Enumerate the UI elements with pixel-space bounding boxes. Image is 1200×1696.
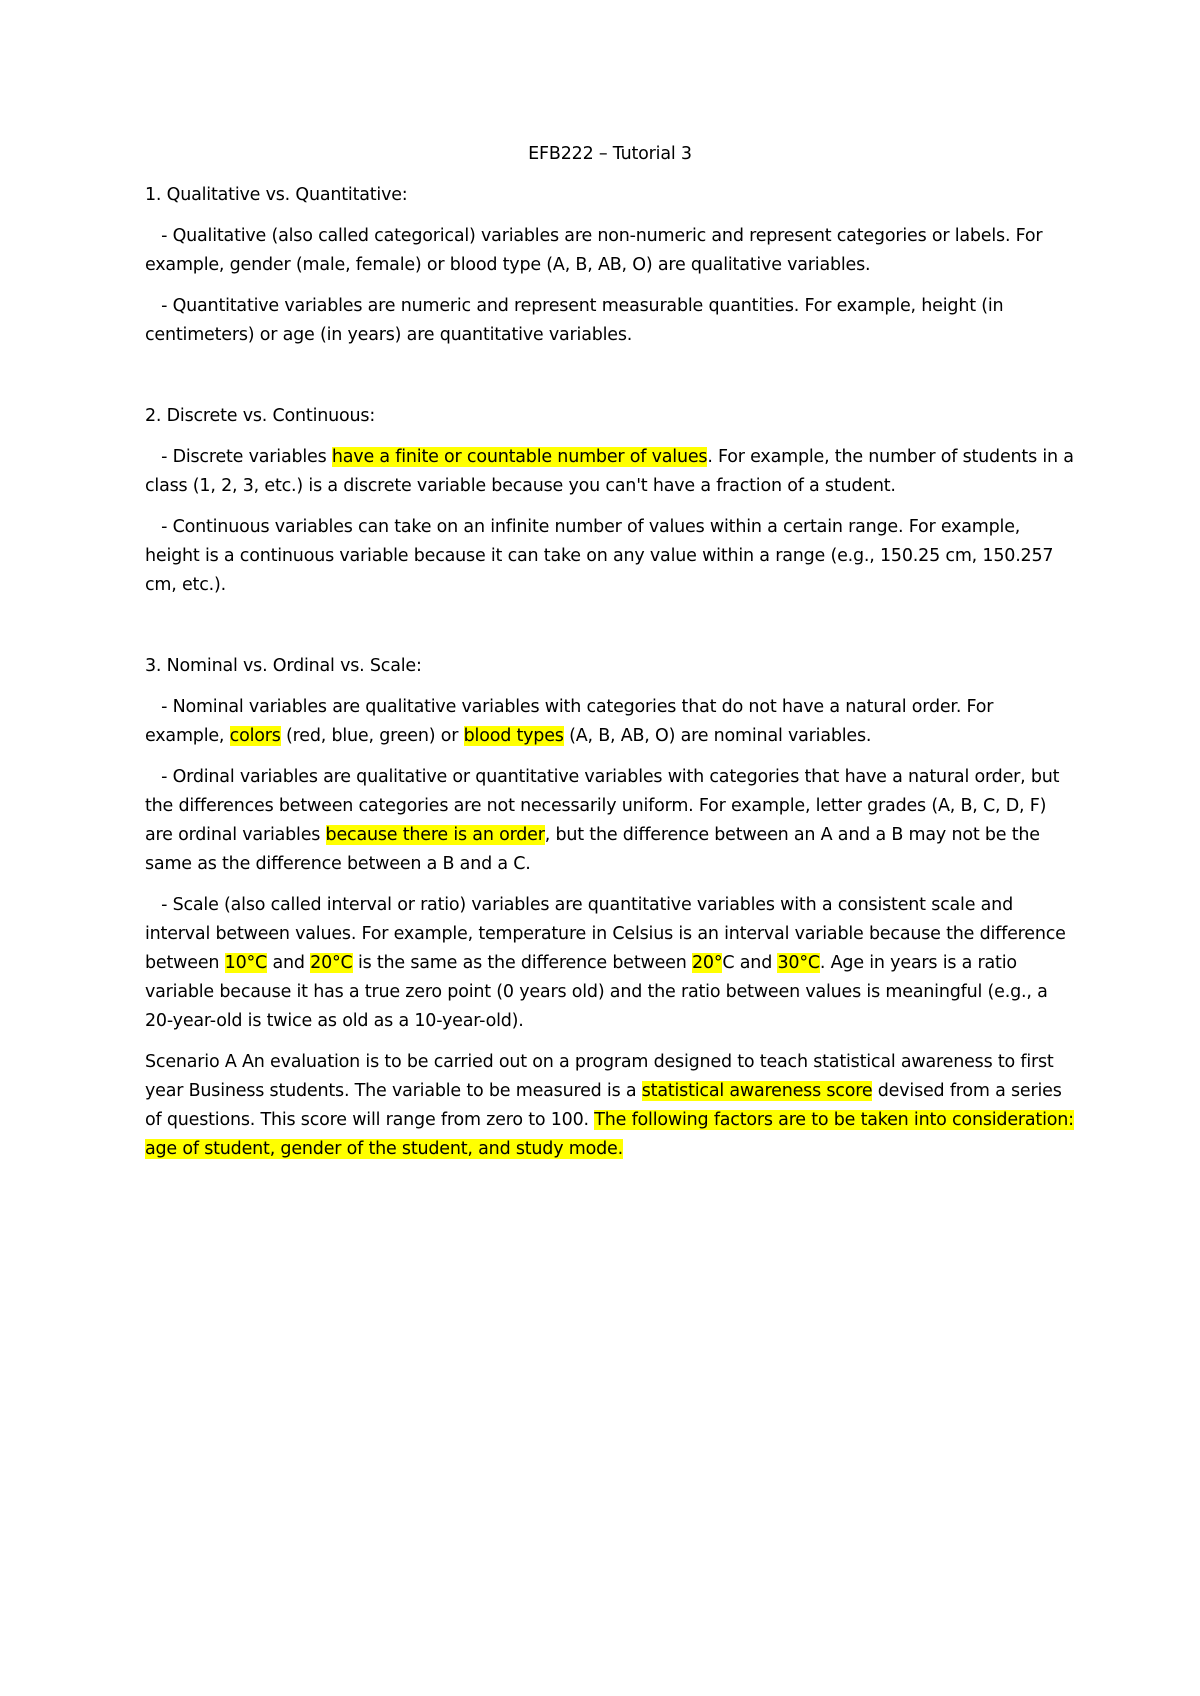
section-3-paragraph-1 bbox=[145, 693, 1075, 751]
highlighted-text: colors bbox=[229, 726, 281, 746]
scenario-paragraph bbox=[145, 1048, 1075, 1164]
text-run: devised from a series of questions. This score will range from zero to 100. bbox=[145, 1081, 1062, 1130]
text-run: and bbox=[267, 953, 311, 973]
section-3-heading: 3. Nominal vs. Ordinal vs. Scale: bbox=[145, 656, 422, 676]
document-page bbox=[145, 140, 1075, 1176]
text-run: (A, B, AB, O) are nominal variables. bbox=[563, 726, 872, 746]
highlighted-text: blood types bbox=[463, 726, 564, 746]
text-run: is the same as the difference between bbox=[352, 953, 692, 973]
text-run: Scenario A An evaluation is to be carried out on a program designed to teach statistical awareness to first year Business students. The variable to be measured is a bbox=[145, 1052, 1054, 1101]
text-run: - Ordinal variables are qualitative or quantitative variables with categories that have a natural order, but the differences between categories are not necessarily uniform. For example, letter grades (A, B, C, D, F) are ordinal variables bbox=[145, 767, 1060, 845]
highlighted-text: 10°C bbox=[224, 953, 268, 973]
text-run: C and bbox=[722, 953, 778, 973]
text-run: - Discrete variables bbox=[145, 447, 332, 467]
highlighted-text: because there is an order bbox=[325, 825, 545, 845]
section-1-heading: 1. Qualitative vs. Quantitative: bbox=[145, 185, 408, 205]
highlighted-text: have a finite or countable number of values bbox=[331, 447, 708, 467]
text-run: , but the difference between an A and a B may not be the same as the difference between a B and a C. bbox=[145, 825, 1040, 874]
highlighted-text: 20°C bbox=[310, 953, 353, 973]
section-3-paragraph-3 bbox=[145, 891, 1075, 1036]
text-run: (red, blue, green) or bbox=[280, 726, 464, 746]
section-2-paragraph-2: - Continuous variables can take on an infinite number of values within a certain range. For example, height is a continuous variable because it can take on any value within a range (e.g., 150.25 cm, 150.257 cm, etc.). bbox=[145, 517, 1054, 595]
highlighted-text: 30°C bbox=[777, 953, 820, 973]
highlighted-text: The following factors are to be taken into consideration: age of student, gender of the student, and study mode. bbox=[145, 1110, 1074, 1159]
text-run: - Scale (also called interval or ratio) variables are quantitative variables with a consistent scale and interval between values. For example, temperature in Celsius is an interval variable because the difference between bbox=[145, 895, 1066, 973]
highlighted-text: 20° bbox=[691, 953, 723, 973]
section-1-paragraph-2: - Quantitative variables are numeric and represent measurable quantities. For example, height (in centimeters) or age (in years) are quantitative variables. bbox=[145, 296, 1004, 345]
section-2-heading: 2. Discrete vs. Continuous: bbox=[145, 406, 376, 426]
section-spacer bbox=[145, 612, 1075, 652]
highlighted-text: statistical awareness score bbox=[641, 1081, 873, 1101]
text-run: . Age in years is a ratio variable because it has a true zero point (0 years old) and the ratio between values is meaningful (e.g., a 20-year-old is twice as old as a 10-year-old). bbox=[145, 953, 1048, 1031]
text-run: . For example, the number of students in a class (1, 2, 3, etc.) is a discrete variable because you can't have a fraction of a student. bbox=[145, 447, 1074, 496]
section-2-paragraph-1 bbox=[145, 443, 1075, 501]
section-1-paragraph-1: - Qualitative (also called categorical) variables are non-numeric and represent categories or labels. For example, gender (male, female) or blood type (A, B, AB, O) are qualitative variables. bbox=[145, 226, 1043, 275]
section-3-paragraph-2 bbox=[145, 763, 1075, 879]
document-title: EFB222 – Tutorial 3 bbox=[528, 144, 692, 164]
text-run: - Nominal variables are qualitative variables with categories that do not have a natural order. For example, bbox=[145, 697, 994, 746]
section-spacer bbox=[145, 362, 1075, 402]
